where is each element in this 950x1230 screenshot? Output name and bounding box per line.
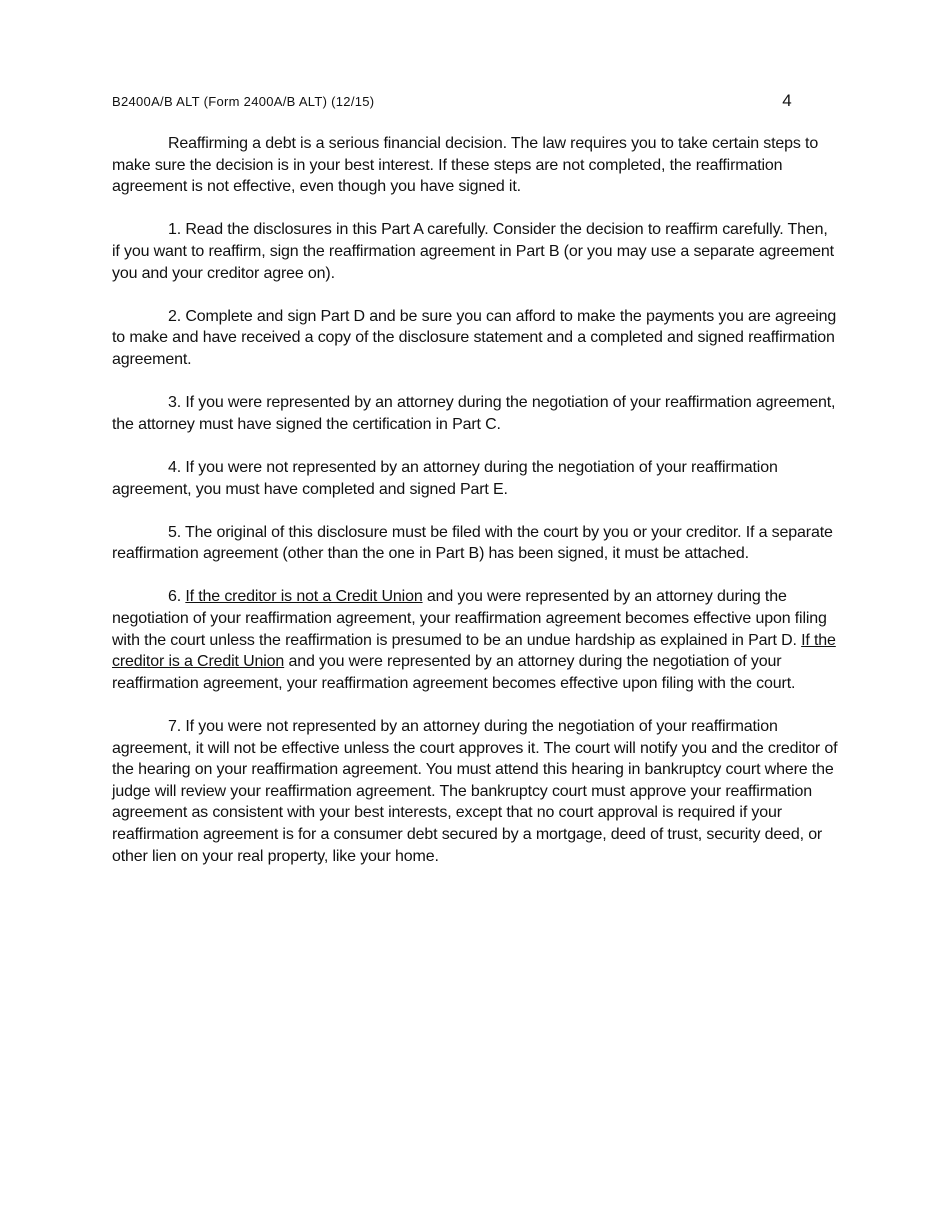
step-4-paragraph: 4. If you were not represented by an attorney during the negotiation of your reaffirmation agreement, you must have completed and signed Part E. (112, 458, 778, 498)
step-5-paragraph: 5. The original of this disclosure must be filed with the court by you or your creditor. If a separate reaffirmation agreement (other than the one in Part B) has been signed, it must be attached. (112, 523, 833, 563)
intro-paragraph: Reaffirming a debt is a serious financial decision. The law requires you to take certain steps to make sure the decision is in your best interest. If these steps are not completed, the reaffirmation agreement is not effective, even though you have signed it. (112, 135, 819, 196)
step-6-text-part2: and you were represented by an attorney during the negotiation of your reaffirmation agreement, your reaffirmation agreement becomes effective upon filing with the court. (112, 653, 796, 692)
page-header (112, 91, 792, 114)
step-1-paragraph: 1. Read the disclosures in this Part A carefully. Consider the decision to reaffirm carefully. Then, if you want to reaffirm, sign the reaffirmation agreement in Part B (or you may use a separate agreement you and your creditor agree on). (112, 221, 834, 282)
step-6-text-part1: and you were represented by an attorney during the negotiation of your reaffirmation agreement, your reaffirmation agreement becomes effective upon filing with the court unless the reaffirmation is presumed to be an undue hardship as explained in Part D. (112, 588, 827, 649)
underlined-condition-credit-union: If the creditor is a Credit Union (112, 631, 836, 671)
page-number: 4 (782, 91, 792, 110)
underlined-condition-not-credit-union: If the creditor is not a Credit Union (185, 588, 423, 606)
step-3-paragraph: 3. If you were represented by an attorney during the negotiation of your reaffirmation agreement, the attorney must have signed the certification in Part C. (112, 394, 836, 433)
document-body (112, 133, 838, 889)
step-2-paragraph: 2. Complete and sign Part D and be sure you can afford to make the payments you are agreeing to make and have received a copy of the disclosure statement and a completed and signed reaffirmation agreement. (112, 307, 837, 368)
form-identifier: B2400A/B ALT (Form 2400A/B ALT) (12/15) (112, 94, 375, 109)
step-6-paragraph (112, 586, 838, 694)
step-7-paragraph: 7. If you were not represented by an attorney during the negotiation of your reaffirmation agreement, it will not be effective unless the court approves it. The court will notify you and the creditor of the hearing on your reaffirmation agreement. You must attend this hearing in bankruptcy court where the judge will review your reaffirmation agreement. The bankruptcy court must approve your reaffirmation agreement as consistent with your best interests, except that no court approval is required if your reaffirmation agreement is for a consumer debt secured by a mortgage, deed of trust, security deed, or other lien on your real property, like your home. (112, 718, 838, 865)
step-6-number: 6. (168, 588, 186, 606)
